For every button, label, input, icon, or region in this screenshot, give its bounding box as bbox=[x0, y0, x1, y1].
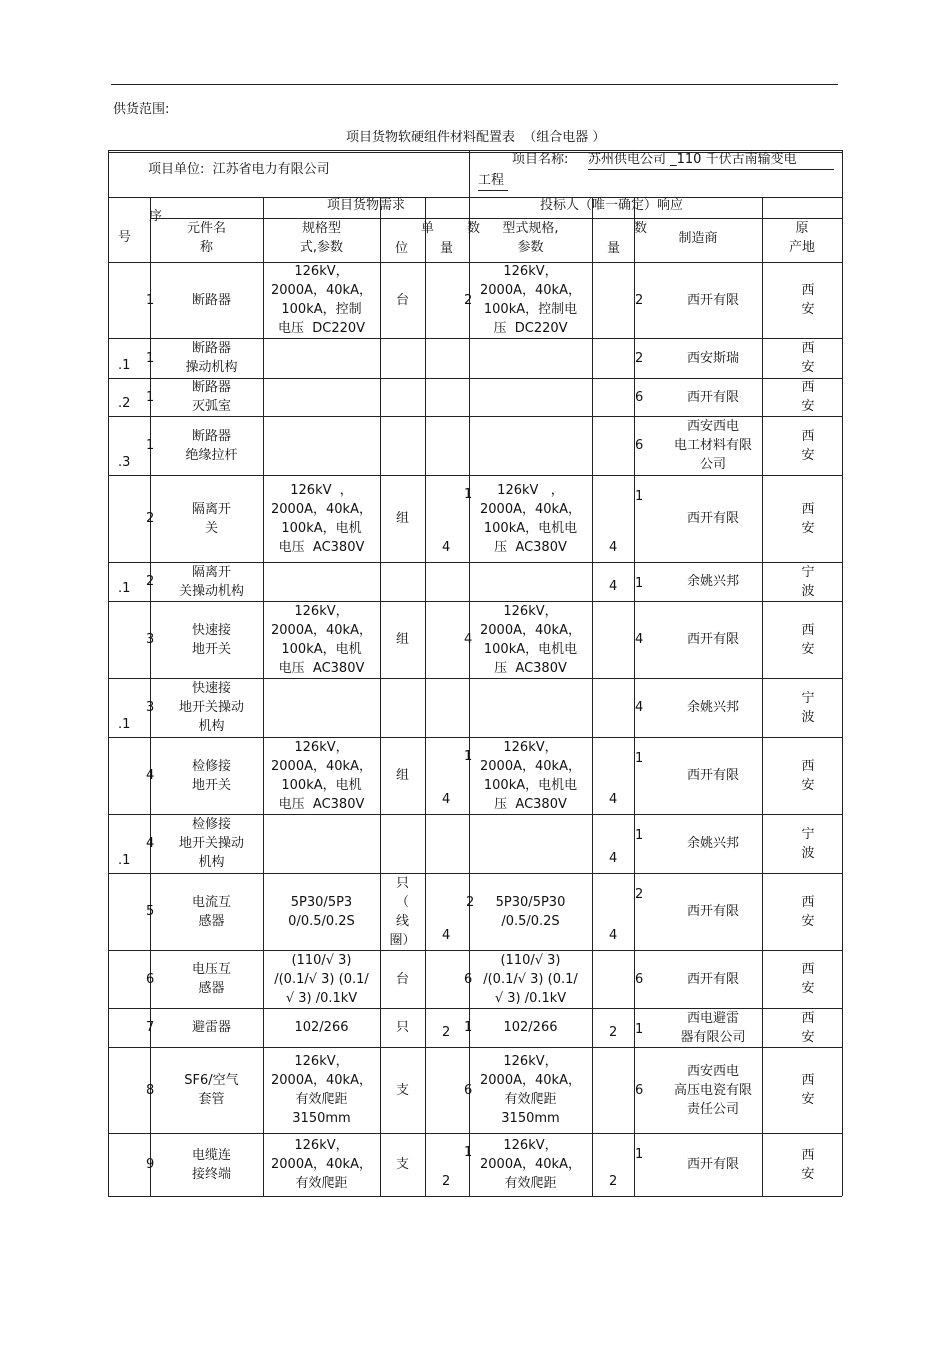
row-rqty: 2 bbox=[609, 1025, 618, 1040]
row-origin: 西 安 bbox=[801, 341, 815, 375]
col-unit-bottom: 位 bbox=[395, 241, 409, 256]
row-qty: 1 bbox=[464, 487, 473, 502]
row-rqty: 4 bbox=[609, 792, 618, 807]
row-seq-sub: .1 bbox=[118, 358, 131, 373]
row-seq: 6 bbox=[146, 971, 155, 987]
row-manufacturer: 西开有限 bbox=[686, 389, 739, 405]
row-model: 5P30/5P30 /0.5/0.2S bbox=[495, 894, 566, 929]
row-divider bbox=[108, 1196, 842, 1197]
row-manufacturer: 西开有限 bbox=[686, 904, 739, 919]
row-rqty: 4 bbox=[609, 540, 618, 555]
row-seq: 5 bbox=[146, 904, 155, 919]
row-spec: 126kV， 2000A，40kA， 100kA，电机 电压 AC380V bbox=[271, 603, 372, 676]
row-manufacturer: 余姚兴邦 bbox=[686, 836, 739, 851]
column-divider bbox=[263, 197, 264, 1196]
row-unit: 组 bbox=[395, 511, 409, 526]
row-qty-sub: 2 bbox=[442, 1025, 451, 1040]
row-model: 102/266 bbox=[503, 1020, 558, 1035]
row-origin: 西 安 bbox=[801, 501, 815, 536]
row-seq-sub: .2 bbox=[118, 396, 131, 411]
row-rqty: 4 bbox=[609, 579, 618, 594]
row-response-qty: 6 bbox=[635, 971, 644, 987]
row-model: (110/√ 3) /(0.1/√ 3) (0.1/ √ 3) /0.1kV bbox=[483, 952, 578, 1006]
row-seq: 2 bbox=[146, 511, 155, 526]
row-component-name: SF6/空气 套管 bbox=[184, 1073, 239, 1107]
row-divider bbox=[108, 1133, 842, 1134]
row-component-name: 快速接 地开关 bbox=[191, 622, 231, 657]
row-spec: 126kV， 2000A，40kA， 有效爬距 3150mm bbox=[271, 1054, 372, 1126]
row-component-name: 断路器 绝缘拉杆 bbox=[185, 428, 238, 463]
table-left-border bbox=[108, 150, 109, 1196]
row-component-name: 检修接 地开关 bbox=[191, 758, 231, 793]
row-response-qty: 1 bbox=[635, 1147, 644, 1162]
row-component-name: 电流互 感器 bbox=[191, 894, 231, 929]
row-component-name: 电缆连 接终端 bbox=[191, 1147, 231, 1182]
row-seq: 4 bbox=[146, 768, 155, 783]
row-manufacturer: 西开有限 bbox=[686, 971, 739, 987]
col-origin-header: 原 产地 bbox=[788, 221, 815, 255]
row-component-name: 快速接 地开关操动 机构 bbox=[178, 681, 244, 734]
row-unit: 组 bbox=[395, 632, 409, 647]
row-component-name: 隔离开 关操动机构 bbox=[178, 564, 244, 599]
row-manufacturer: 西安斯瑞 bbox=[686, 350, 739, 366]
row-origin: 西 安 bbox=[801, 283, 815, 317]
row-seq: 1 bbox=[146, 389, 155, 405]
col-unit-top: 单 bbox=[421, 221, 435, 236]
row-component-name: 断路器 灭弧室 bbox=[191, 380, 231, 414]
project-row-bottom bbox=[108, 197, 842, 198]
row-rqty-top: 2 bbox=[466, 895, 475, 910]
col-qty-bottom: 量 bbox=[440, 241, 454, 256]
column-divider bbox=[592, 197, 593, 1196]
row-qty: 6 bbox=[464, 1082, 473, 1098]
row-spec: 5P30/5P3 0/0.5/0.2S bbox=[288, 894, 355, 929]
col-seq-bottom: 号 bbox=[118, 230, 132, 245]
row-divider bbox=[108, 873, 842, 874]
row-origin: 宁 波 bbox=[801, 826, 815, 861]
row-manufacturer: 西开有限 bbox=[686, 1157, 739, 1172]
project-name-value: 苏州供电公司 _110 千伏古南输变电 bbox=[588, 152, 797, 167]
row-origin: 西 安 bbox=[801, 622, 815, 657]
row-qty-sub: 2 bbox=[442, 1174, 451, 1189]
row-qty-sub: 4 bbox=[442, 792, 451, 807]
row-spec: 126kV ， 2000A，40kA， 100kA，电机 电压 AC380V bbox=[271, 482, 372, 555]
group-response-header: 投标人（唯一确定）响应 bbox=[540, 198, 684, 213]
column-divider bbox=[150, 197, 151, 1196]
row-qty: 2 bbox=[464, 292, 473, 308]
row-unit: 只 （ 线 圈） bbox=[389, 875, 416, 948]
row-unit: 支 bbox=[395, 1082, 409, 1098]
row-manufacturer: 余姚兴邦 bbox=[686, 700, 739, 715]
row-seq: 1 bbox=[146, 438, 155, 453]
row-response-qty: 2 bbox=[635, 350, 644, 366]
row-component-name: 隔离开 关 bbox=[191, 501, 231, 536]
row-component-name: 避雷器 bbox=[191, 1020, 231, 1035]
row-response-qty: 2 bbox=[635, 292, 644, 308]
row-qty-sub: 4 bbox=[442, 540, 451, 555]
row-model: 126kV， 2000A，40kA， 100kA，控制电 压 DC220V bbox=[480, 264, 581, 336]
col-qty-top: 数 bbox=[467, 221, 481, 236]
row-rqty: 4 bbox=[609, 851, 618, 866]
row-response-qty: 2 bbox=[635, 887, 644, 902]
row-model: 126kV， 2000A，40kA， 有效爬距 3150mm bbox=[480, 1054, 581, 1126]
row-qty: 1 bbox=[464, 1145, 473, 1160]
row-origin: 西 安 bbox=[801, 1073, 815, 1107]
row-manufacturer: 西开有限 bbox=[686, 511, 739, 526]
row-seq: 8 bbox=[146, 1082, 155, 1098]
column-divider bbox=[380, 197, 381, 1196]
row-response-qty: 1 bbox=[635, 751, 644, 766]
row-model: 126kV， 2000A，40kA， 有效爬距 bbox=[480, 1138, 581, 1191]
row-response-qty: 4 bbox=[635, 632, 644, 647]
row-seq: 3 bbox=[146, 700, 155, 715]
col-model-header: 型式规格, 参数 bbox=[502, 221, 559, 255]
row-model: 126kV， 2000A，40kA， 100kA，电机电 压 AC380V bbox=[480, 603, 581, 676]
col-mfr-header: 制造商 bbox=[678, 231, 718, 246]
row-divider bbox=[108, 475, 842, 476]
table-title: 项目货物软硬组件材料配置表 （组合电器 ） bbox=[346, 130, 606, 145]
row-unit: 支 bbox=[395, 1157, 409, 1172]
row-qty: 1 bbox=[464, 749, 473, 764]
supply-scope-label: 供货范围: bbox=[113, 102, 170, 117]
row-unit: 只 bbox=[395, 1020, 409, 1035]
row-origin: 西 安 bbox=[801, 1010, 815, 1045]
col-rqty-bottom: 量 bbox=[607, 241, 621, 256]
project-name-label: 项目名称: bbox=[512, 152, 569, 167]
row-seq: 4 bbox=[146, 836, 155, 851]
row-response-qty: 1 bbox=[635, 828, 644, 843]
row-spec: 102/266 bbox=[294, 1020, 349, 1035]
row-component-name: 断路器 操动机构 bbox=[185, 341, 238, 375]
row-qty: 4 bbox=[464, 632, 473, 647]
row-qty: 6 bbox=[464, 971, 473, 987]
table-right-border bbox=[842, 150, 843, 1196]
project-name-underline bbox=[588, 169, 834, 170]
row-manufacturer: 西安西电 高压电瓷有限 责任公司 bbox=[673, 1063, 752, 1117]
row-seq: 1 bbox=[146, 292, 155, 308]
row-seq: 9 bbox=[146, 1157, 155, 1172]
row-response-qty: 6 bbox=[635, 438, 644, 453]
row-origin: 宁 波 bbox=[801, 564, 815, 599]
row-seq-sub: .1 bbox=[118, 853, 131, 868]
row-seq-sub: .3 bbox=[118, 455, 131, 470]
col-seq-top: 序 bbox=[149, 209, 163, 224]
row-response-qty: 1 bbox=[635, 489, 644, 504]
project-unit: 项目单位: 江苏省电力有限公司 bbox=[148, 162, 330, 177]
row-manufacturer: 西电避雷 器有限公司 bbox=[680, 1010, 746, 1045]
group-demand-header: 项目货物需求 bbox=[326, 198, 405, 213]
row-model: 126kV ， 2000A，40kA， 100kA，电机电 压 AC380V bbox=[480, 482, 581, 555]
row-origin: 西 安 bbox=[801, 380, 815, 414]
row-origin: 宁 波 bbox=[801, 690, 815, 725]
row-spec: 126kV， 2000A，40kA， 有效爬距 bbox=[271, 1138, 372, 1191]
row-rqty: 4 bbox=[609, 928, 618, 943]
row-rqty: 2 bbox=[609, 1174, 618, 1189]
row-response-qty: 6 bbox=[635, 389, 644, 405]
row-manufacturer: 西安西电 电工材料有限 公司 bbox=[673, 419, 752, 472]
row-origin: 西 安 bbox=[801, 428, 815, 463]
row-component-name: 检修接 地开关操动 机构 bbox=[178, 817, 244, 870]
row-seq: 3 bbox=[146, 632, 155, 647]
row-unit: 组 bbox=[395, 768, 409, 783]
row-seq: 2 bbox=[146, 574, 155, 589]
row-manufacturer: 西开有限 bbox=[686, 292, 739, 308]
row-qty-sub: 4 bbox=[442, 928, 451, 943]
column-divider bbox=[634, 197, 635, 1196]
row-model: 126kV， 2000A，40kA， 100kA，电机电 压 AC380V bbox=[480, 739, 581, 812]
row-qty: 1 bbox=[464, 1020, 473, 1035]
row-response-qty: 4 bbox=[635, 700, 644, 715]
row-origin: 西 安 bbox=[801, 758, 815, 793]
top-rule bbox=[111, 84, 838, 85]
project-name-cont-underline bbox=[478, 190, 508, 191]
row-seq: 1 bbox=[146, 350, 155, 366]
project-name-cont: 工程 bbox=[478, 173, 505, 188]
row-origin: 西 安 bbox=[801, 962, 815, 996]
row-divider bbox=[108, 1047, 842, 1048]
row-unit: 台 bbox=[395, 971, 409, 987]
row-seq-sub: .1 bbox=[118, 581, 131, 596]
row-unit: 台 bbox=[395, 292, 409, 308]
row-spec: 126kV， 2000A，40kA， 100kA，电机 电压 AC380V bbox=[271, 739, 372, 812]
row-response-qty: 6 bbox=[635, 1082, 644, 1098]
row-manufacturer: 西开有限 bbox=[686, 768, 739, 783]
row-component-name: 电压互 感器 bbox=[191, 962, 231, 996]
column-divider bbox=[425, 197, 426, 1196]
row-origin: 西 安 bbox=[801, 894, 815, 929]
row-spec: (110/√ 3) /(0.1/√ 3) (0.1/ √ 3) /0.1kV bbox=[274, 952, 369, 1006]
col-name-header: 元件名 称 bbox=[186, 221, 226, 255]
row-seq: 7 bbox=[146, 1020, 155, 1035]
row-response-qty: 1 bbox=[635, 576, 644, 591]
row-origin: 西 安 bbox=[801, 1147, 815, 1182]
row-seq-sub: .1 bbox=[118, 717, 131, 732]
row-manufacturer: 余姚兴邦 bbox=[686, 574, 739, 589]
row-component-name: 断路器 bbox=[191, 292, 231, 308]
row-manufacturer: 西开有限 bbox=[686, 632, 739, 647]
col-rqty-top: 数 bbox=[634, 221, 648, 236]
col-spec-header: 规格型 式,参数 bbox=[299, 221, 344, 255]
row-response-qty: 1 bbox=[635, 1022, 644, 1037]
row-spec: 126kV， 2000A，40kA， 100kA，控制 电压 DC220V bbox=[271, 264, 372, 336]
